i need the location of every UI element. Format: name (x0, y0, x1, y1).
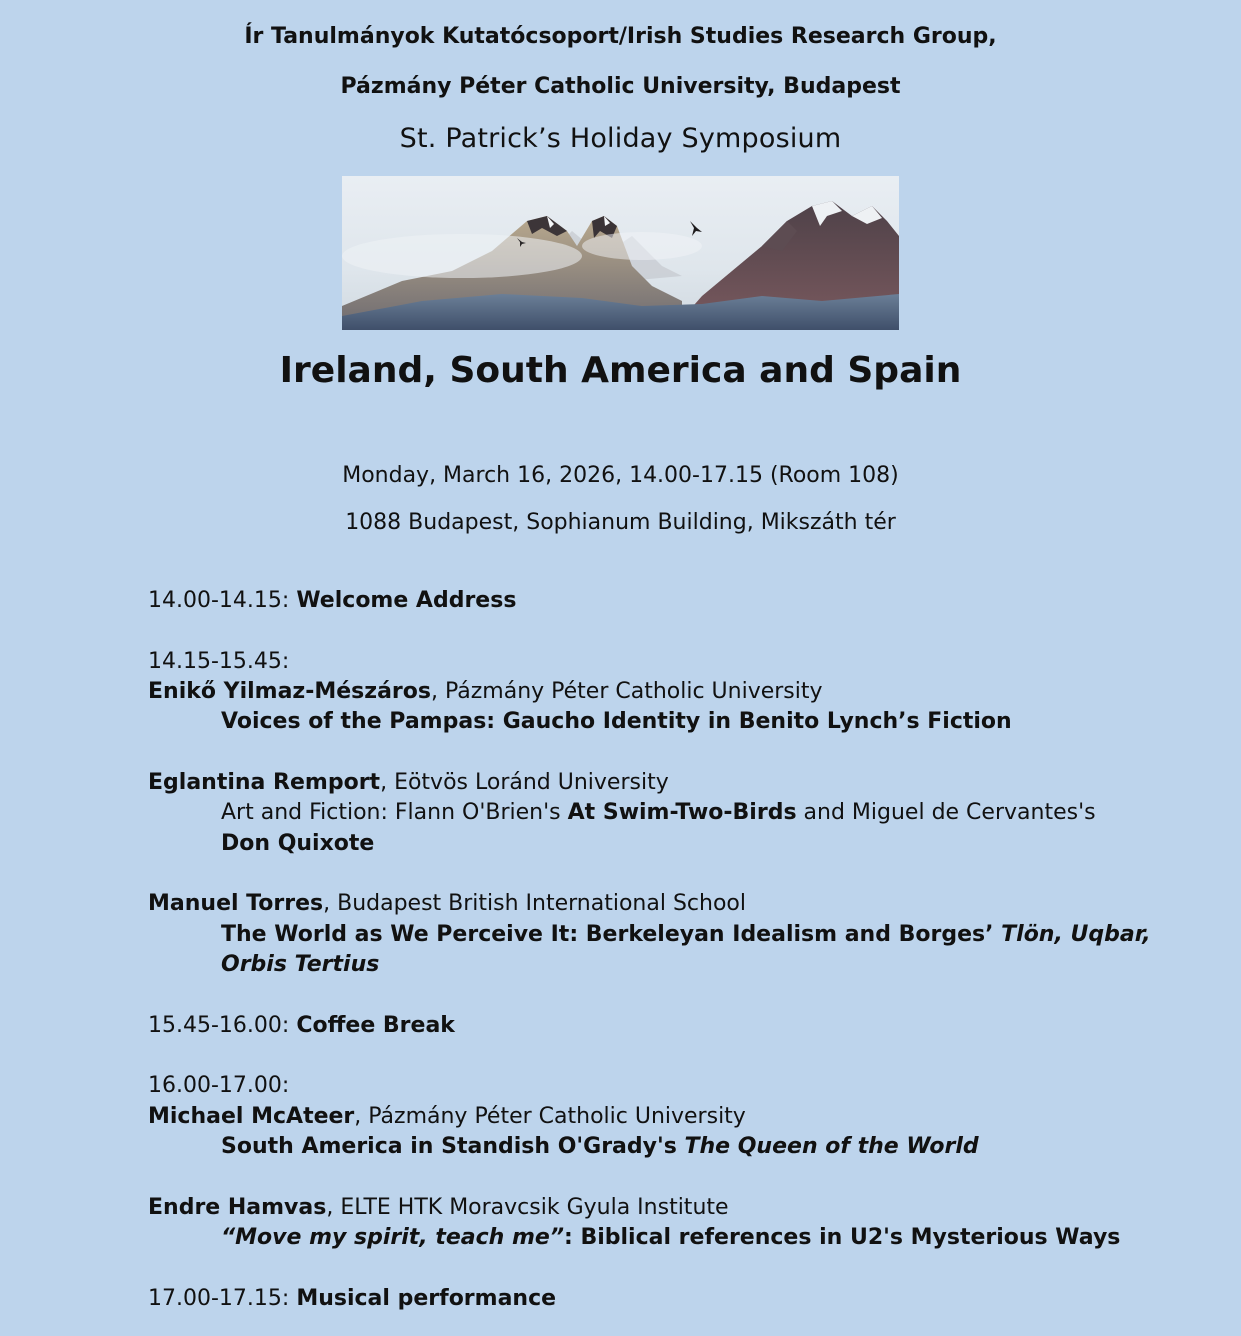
talk2-title-line2: Don Quixote (221, 831, 375, 856)
organizer-line-2: Pázmány Péter Catholic University, Budapest (340, 74, 901, 99)
talk1-speaker: Enikő Yilmaz-Mészáros (148, 679, 431, 704)
talk2-title-line1: Art and Fiction: Flann O'Brien's At Swim-Two-Birds and Miguel de Cervantes's (221, 800, 1096, 825)
talk2-speaker: Eglantina Remport (148, 770, 381, 795)
symposium-name: St. Patrick’s Holiday Symposium (399, 123, 842, 154)
welcome-label: Welcome Address (296, 588, 517, 613)
talk3-affiliation: , Budapest British International School (323, 891, 746, 916)
talk3-title-line1: The World as We Perceive It: Berkeleyan Idealism and Borges’ Tlön, Uqbar, (221, 922, 1151, 947)
coffee-time: 15.45-16.00: (148, 1013, 290, 1038)
program-welcome (148, 588, 516, 613)
organizer-line-1: Ír Tanulmányok Kutatócsoport/Irish Studies Research Group, (244, 24, 997, 49)
talk5-title: “Move my spirit, teach me”: Biblical references in U2's Mysterious Ways (221, 1225, 1121, 1250)
talk5-affiliation: , ELTE HTK Moravcsik Gyula Institute (326, 1195, 729, 1220)
event-venue: 1088 Budapest, Sophianum Building, Mikszáth tér (345, 510, 896, 535)
session1-time: 14.15-15.45: (148, 649, 290, 674)
music-label: Musical performance (296, 1286, 557, 1311)
talk4-speaker: Michael McAteer (148, 1104, 355, 1129)
talk3-speaker: Manuel Torres (148, 891, 324, 916)
talk5-speaker-line (148, 1195, 729, 1220)
session2-time: 16.00-17.00: (148, 1073, 290, 1098)
talk3-speaker-line (148, 891, 746, 916)
event-title: Ireland, South America and Spain (279, 350, 962, 391)
talk1-title: Voices of the Pampas: Gaucho Identity in Benito Lynch’s Fiction (221, 709, 1012, 734)
talk4-speaker-line (148, 1104, 746, 1129)
program-music (148, 1286, 556, 1311)
coffee-label: Coffee Break (296, 1013, 455, 1038)
event-date-time: Monday, March 16, 2026, 14.00-17.15 (Room 108) (342, 463, 899, 488)
welcome-time: 14.00-14.15: (148, 588, 290, 613)
music-time: 17.00-17.15: (148, 1286, 290, 1311)
talk4-title: South America in Standish O'Grady's The Queen of the World (221, 1134, 979, 1159)
talk2-affiliation: , Eötvös Loránd University (380, 770, 669, 795)
talk2-speaker-line (148, 770, 669, 795)
program-coffee (148, 1013, 455, 1038)
talk4-affiliation: , Pázmány Péter Catholic University (354, 1104, 746, 1129)
talk5-speaker: Endre Hamvas (148, 1195, 327, 1220)
hero-image-mountains (342, 176, 899, 330)
talk1-affiliation: , Pázmány Péter Catholic University (430, 679, 823, 704)
talk1-speaker-line (148, 679, 823, 704)
talk3-title-line2: Orbis Tertius (221, 952, 380, 977)
